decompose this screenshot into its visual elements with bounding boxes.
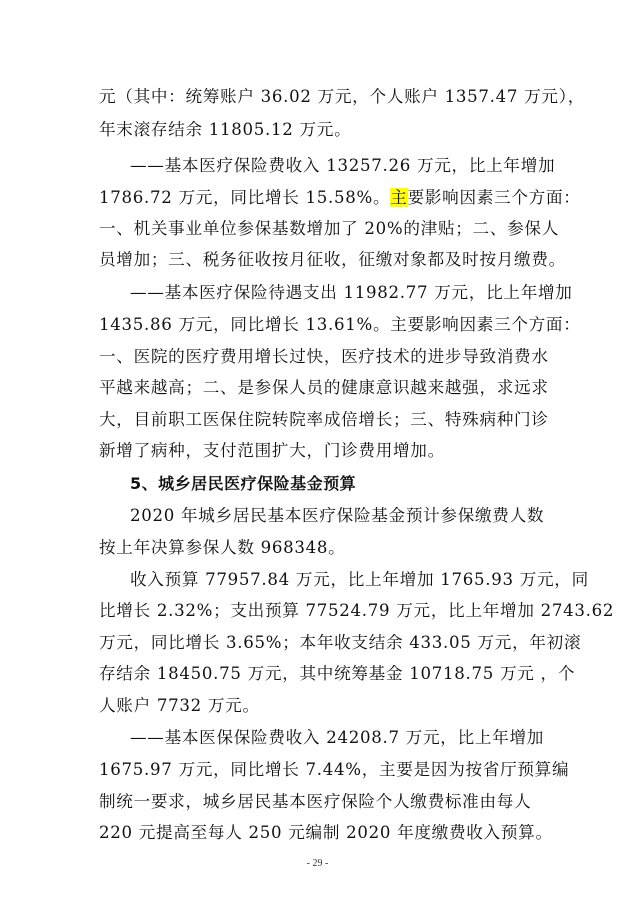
text-line: ——基本医保保险费收入 24208.7 万元，比上年增加 bbox=[130, 728, 545, 747]
text-line: 2020 年城乡居民基本医疗保险基金预计参保缴费人数 bbox=[130, 506, 545, 525]
text-line: 220 元提高至每人 250 元编制 2020 年度缴费收入预算。 bbox=[99, 823, 553, 842]
text-line: 制统一要求，城乡居民基本医疗保险个人缴费标准由每人 bbox=[99, 792, 532, 811]
text-line: 新增了病种，支付范围扩大，门诊费用增加。 bbox=[99, 441, 445, 460]
text-line: 收入预算 77957.84 万元，比上年增加 1765.93 万元，同 bbox=[130, 570, 589, 589]
text-run: 要影响因素三个方面： bbox=[407, 188, 581, 207]
text-line bbox=[99, 185, 581, 211]
text-line: 按上年决算参保人数 968348。 bbox=[99, 538, 346, 557]
section-heading: 5、城乡居民医疗保险基金预算 bbox=[130, 474, 357, 493]
text-line: 一、医院的医疗费用增长过快，医疗技术的进步导致消费水 bbox=[99, 347, 549, 366]
text-line: ——基本医疗保险待遇支出 11982.77 万元，比上年增加 bbox=[130, 283, 573, 302]
text-line: 一、机关事业单位参保基数增加了 20%的津贴；二、参保人 bbox=[99, 219, 560, 238]
text-line: 存结余 18450.75 万元，其中统筹基金 10718.75 万元 ，个 bbox=[99, 664, 576, 683]
text-line: 1435.86 万元，同比增长 13.61%。主要影响因素三个方面： bbox=[99, 315, 581, 334]
text-line: 万元，同比增长 3.65%；本年收支结余 433.05 万元，年初滚 bbox=[99, 633, 582, 652]
text-line: 平越来越高；二、是参保人员的健康意识越来越强，求远求 bbox=[99, 378, 549, 397]
text-line: 比增长 2.32%；支出预算 77524.79 万元，比上年增加 2743.62 bbox=[99, 601, 615, 620]
text-line: 大，目前职工医保住院转院率成倍增长；三、特殊病种门诊 bbox=[99, 410, 549, 429]
text-line: 人账户 7732 万元。 bbox=[99, 696, 260, 715]
text-line: 1675.97 万元，同比增长 7.44%，主要是因为按省厅预算编 bbox=[99, 760, 570, 779]
text-line: 元（其中：统筹账户 36.02 万元，个人账户 1357.47 万元）， bbox=[99, 87, 585, 106]
text-line: 员增加；三、税务征收按月征收，征缴对象都及时按月缴费。 bbox=[99, 250, 566, 269]
highlighted-text: 主 bbox=[390, 188, 408, 207]
page-number: - 29 - bbox=[306, 858, 329, 869]
text-line: ——基本医疗保险费收入 13257.26 万元，比上年增加 bbox=[130, 156, 556, 175]
text-line: 年末滚存结余 11805.12 万元。 bbox=[99, 120, 352, 139]
text-run: 1786.72 万元，同比增长 15.58%。 bbox=[99, 188, 391, 207]
